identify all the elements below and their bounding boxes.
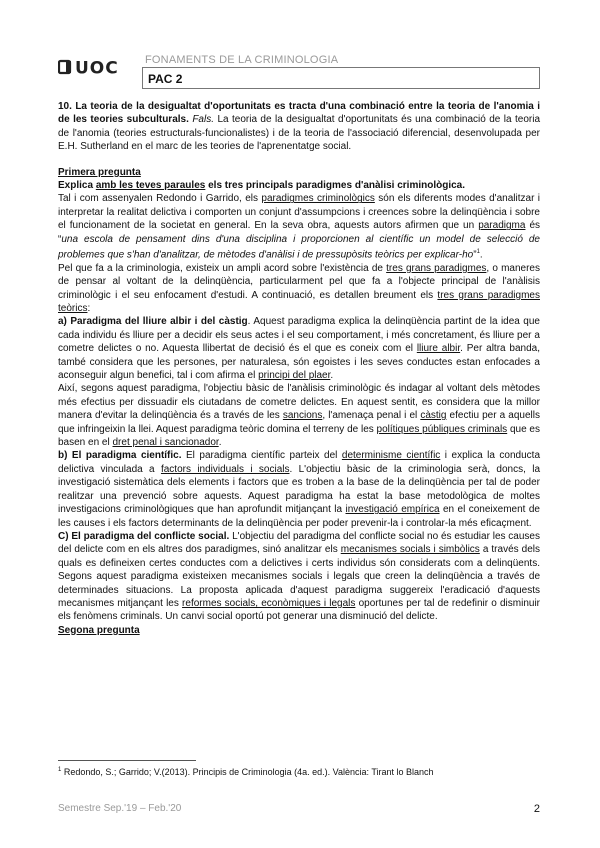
footnote-divider <box>58 760 196 761</box>
paragraph-paradigms-definition: Tal i com assenyalen Redondo i Garrido, els paradigmes criminològics són els diferents modes d'analitzar i interpretar la realitat delictiva i comporten un conjunt d'assumpcions i creences sobre la delinqüència i sobre el funcionament de la societat en general. En la seva obra, aquests autors afirmen que un paradigma és “una escola de pensament dins d'una disciplina i proporcionen al científic un model de selecció de problemes que s'han d'analitzar, de mètodes d'anàlisi i de pressupòsits teòrics per explicar-ho”$^1$. <box>58 193 541 261</box>
uoc-logo <box>58 56 138 78</box>
paradigm-a-continued: Així, segons aquest paradigma, l'objectiu bàsic de l'anàlisis criminològic és indagar al voltant dels mètodes més efectius per dissuadir els ciutadans de cometre delictes. En aquest sentit, es considera que la millor manera d'evitar la delinqüència és a través de les sancions, l'amenaça penal i el càstig efectiu per a aquells que infringeixin la llei. Aquest paradigma teòric domina el terreny de les polítiques públiques criminals que es basen en el dret penal i sancionador. <box>58 383 540 449</box>
first-question-prompt: Explica amb les teves paraules els tres principals paradigmes d'anàlisi criminològica. <box>58 180 466 192</box>
page-number: 2 <box>533 803 540 815</box>
paradigm-c: C) El paradigma del conflicte social. L'objectiu del paradigma del conflicte social no és estudiar les causes del delicte com en els altres dos paradigmes, sinó analitzar els mecanismes socials i simbòlics a través dels quals es defineixen certes conductes com a delictives i certs individus són considerats com a delinqüents. Segons aquest paradigma existeixen mecanismes socials i legals que creen la delinqüència a través de determinades situacions. La proposta aplicada d'aquest paradigma suggereix l'eradicació d'aquests mecanismes mitjançant les reformes socials, econòmiques i legals oportunes per tal de redefinir o disminuir els fenòmens criminals. Un canvi social oportú pot generar una disminució del delicte. <box>58 530 540 623</box>
page-footer <box>58 803 540 814</box>
second-question-heading: Segona pregunta <box>58 624 140 636</box>
first-question-heading: Primera pregunta <box>58 166 141 178</box>
paragraph-three-paradigms: Pel que fa a la criminologia, existeix un ampli acord sobre l'existència de tres grans paradigmes, o maneres de pensar al voltant de la delinqüència, particularment pel que fa a l'objecte principal de l'anàlisis criminològic i el seu enfocament d'estudi. A continuació, es detallen breument els tres grans paradigmes teòrics: <box>58 262 540 315</box>
answer-false: Fals. <box>192 114 214 126</box>
document-body <box>58 100 540 637</box>
paradigm-a: a) Paradigma del lliure albir i del càstig. Aquest paradigma explica la delinqüència partint de la idea que cada individu és lliure per a decidir els seus actes i el seu comportament, i més concretament, és lliure per a cometre delictes o no. Aquesta llibertat de decisió és el que es coneix com el lliure albir. Per altra banda, també considera que les persones, per naturalesa, són egoistes i les seves conductes estan enfocades a aconseguir algun benefici, tal i com afirma el principi del plaer. <box>58 316 541 382</box>
footnote-ref: 1 <box>476 249 480 256</box>
footnote: $^1$ Redondo, S.; Garrido; V.(2013). Principis de Criminologia (4a. ed.). València: Tirant lo Blanch <box>58 767 434 777</box>
paradigm-b: b) El paradigma científic. El paradigma científic parteix del determinisme científic i explica la conducta delictiva vinculada a factors individuals i socials. L'objectiu bàsic de la criminologia serà, doncs, la investigació sistemàtica dels elements i factors que es troben a la base de la delinqüència per tal de poder realitzar una prevenció sobre aquests. Aquest paradigma ha estat la base metodològica de moltes investigacions criminològiques que han aprofundit mitjançant la investigació empírica en el coneixement de les causes i els factors determinants de la delinqüència per poder prevenir-la i controlar-la més eficaçment. <box>58 450 541 529</box>
course-title: FONAMENTS DE LA CRIMINOLOGIA <box>145 54 339 66</box>
section-title: PAC 2 <box>142 67 540 89</box>
logo-text: UOC <box>75 58 119 78</box>
semester-label: Semestre Sep.'19 – Feb.'20 <box>58 803 182 814</box>
question-10: 10. La teoria de la desigualtat d'oportunitats es tracta d'una combinació entre la teoria de l'anomia i de les teories subculturals. Fals. La teoria de la desigualtat d'oportunitats és una combinació de la teoria de l'anomia (teories estructurals-funcionalistes) i de la teoria de l'associació diferencial, desenvolupada per E.H. Sutherland en el marc de les teories de l'aprenentatge social. <box>58 101 541 153</box>
